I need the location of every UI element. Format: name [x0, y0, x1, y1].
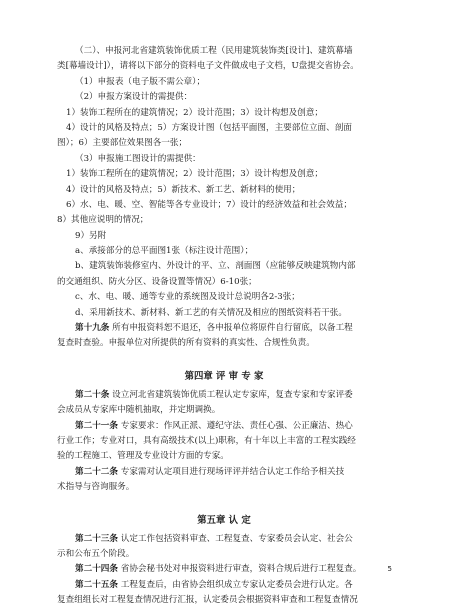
- spacer: [57, 352, 391, 366]
- article-22-title: 第二十二条: [75, 466, 118, 477]
- article-19-text: 所有申报资料恕不退还，各申报单位将原件自行留底，以备工程: [112, 323, 353, 334]
- text-line: 复查时查验。申报单位对所提供的所有资料的真实性、合规性负责。: [57, 338, 315, 349]
- article-19: [57, 321, 391, 336]
- article-21: [57, 419, 391, 434]
- article-25: [57, 578, 391, 593]
- text-line: （3）申报施工图设计的需提供：: [75, 153, 201, 164]
- article-25-title: 第二十五条: [75, 579, 118, 590]
- article-24-title: 第二十四条: [75, 564, 118, 575]
- text-line: （二）、申报河北省建筑装饰优质工程（民用建筑装饰类[设计]、建筑幕墙: [75, 46, 353, 56]
- article-22-text: 专家需对认定项目进行现场评评并结合认定工作给予相关技: [120, 466, 345, 477]
- article-24: [57, 562, 391, 577]
- chapter-5-heading: 第五章 认 定: [197, 514, 251, 526]
- text-line: 验的工程施工、管理及专业设计方面的专家。: [57, 451, 229, 462]
- text-line: 术指导与咨询服务。: [57, 482, 135, 493]
- text-line: 4）设计的风格及特点；5）新技术、新工艺、新材料的使用；: [66, 184, 301, 195]
- article-20-title: 第二十条: [75, 389, 110, 400]
- text-line: 1）装饰工程所在的建筑情况；2）设计范围；3）设计构想及创意；: [66, 169, 324, 180]
- text-line: （2）申报方案设计的需提供：: [75, 92, 193, 103]
- article-23: [57, 532, 391, 547]
- text-line: b、建筑装饰装修室内、外设计的平、立、剖面图（应能够反映建筑物内部: [75, 261, 356, 272]
- article-21-title: 第二十一条: [75, 420, 118, 431]
- text-line: 类[幕墙设计]），请将以下部分的资料电子文件做成电子文档，U盘提交省协会。: [57, 61, 359, 72]
- text-line: a、承接部分的总平面图1张（标注设计范围）；: [75, 246, 254, 257]
- text-line: 6）水、电、暖、空、智能等各专业设计；7）设计的经济效益和社会效益；: [66, 199, 352, 210]
- article-24-text: 省协会秘书处对申报资料进行审查，资料合规后进行工程复查。: [120, 564, 362, 575]
- page-body: [57, 44, 391, 609]
- text-line: 8）其他应说明的情况；: [57, 215, 149, 226]
- article-19-title: 第十九条: [75, 323, 110, 334]
- article-21-text: 专家要求：作风正派、遵纪守法、责任心强、公正廉洁、热心: [120, 420, 353, 431]
- article-20: [57, 388, 391, 403]
- page-number: 5: [387, 565, 392, 573]
- text-line: 9）另附: [75, 230, 107, 241]
- article-20-text: 设立河北省建筑装饰优质工程认定专家库，复查专家和专家评委: [112, 389, 353, 400]
- article-23-title: 第二十三条: [75, 533, 118, 544]
- text-line: 图）；6）主要部位效果图各一张；: [57, 138, 188, 149]
- text-line: 行业工作；专业对口，具有高级技术(以上)职称，有十年以上丰富的工程实践经: [57, 435, 356, 446]
- text-line: 1）装饰工程所在的建筑情况；2）设计范围；3）设计构想及创意；: [66, 107, 324, 118]
- text-line: 示和公布五个阶段。: [57, 548, 135, 559]
- text-line: 复查组组长对工程复查情况进行汇报，认定委员会根据资料审查和工程复查情况: [57, 595, 358, 606]
- text-line: 的交通组织、防火分区、设备设置等情况）6-10张；: [57, 276, 257, 287]
- text-line: d、采用新技术、新材料、新工艺的有关情况及相应的图纸资料若干张。: [75, 307, 347, 318]
- article-22: [57, 465, 391, 480]
- text-line: c、水、电、暖、通等专业的系统图及设计总说明各2-3张；: [75, 292, 300, 303]
- article-23-text: 认定工作包括资料审查、工程复查、专家委员会认定、社会公: [120, 533, 353, 544]
- spacer: [57, 496, 391, 510]
- text-line: 会成员从专家库中随机抽取，并定期调换。: [57, 405, 221, 416]
- article-25-text: 工程复查后，由省协会组织成立专家认定委员会进行认定。各: [120, 579, 353, 590]
- text-line: 4）设计的风格及特点；5）方案设计图（包括平面图，主要部位立面、剖面: [66, 122, 352, 133]
- text-line: （1）申报表（电子版不需公章）；: [75, 76, 206, 87]
- chapter-4-heading: 第四章 评 审 专 家: [184, 370, 264, 382]
